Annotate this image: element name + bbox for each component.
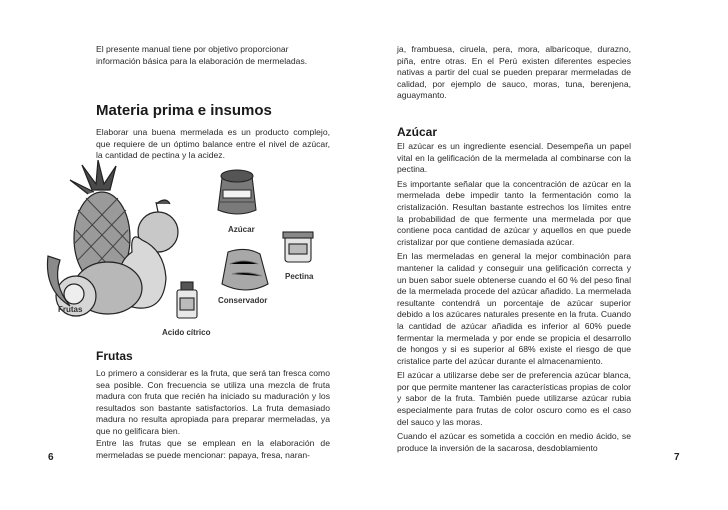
- fruit-basket-icon: [47, 160, 178, 316]
- section-title-materia-prima: Materia prima e insumos: [96, 102, 272, 119]
- label-pectina: Pectina: [285, 272, 314, 281]
- page-number-right: 7: [674, 452, 680, 463]
- label-acido-citrico: Acido cítrico: [162, 328, 211, 337]
- intro-paragraph: El presente manual tiene por objetivo proporcionar información básica para la elaboración de mermeladas.: [96, 44, 308, 66]
- azucar-paragraph-2: Es importante señalar que la concentración de azúcar en la mermelada debe impedir tanto la fermentación como la cristalización. Resultan bastante estrechos los límites entre la probabilidad de que fermente una mermelada por que contiene poca cantidad de azúcar y aquellos en que puede cristalizar por que contiene demasiada azúcar.: [397, 178, 631, 247]
- azucar-paragraph-5: Cuando el azúcar es sometida a cocción en medio ácido, se produce la inversión de la sacarosa, desdoblamiento: [397, 431, 631, 453]
- right-page: [364, 0, 728, 510]
- page-number-left: 6: [48, 452, 54, 463]
- acido-bottle-icon: [177, 282, 197, 318]
- azucar-paragraph-4: El azúcar a utilizarse debe ser de preferencia azúcar blanca, por que permite mantener las características propias de color y sabor de la fruta. También puede utilizarse azúcar rubia especialmente para frutas de color oscuro como es el caso del sauco y las moras.: [397, 370, 631, 427]
- frutas-paragraph-2: Entre las frutas que se emplean en la elaboración de mermeladas se puede mencionar: papaya, fresa, naran-: [96, 438, 330, 460]
- materia-prima-paragraph: Elaborar una buena mermelada es un producto complejo, que requiere de un óptimo balance entre el nivel de azúcar, la cantidad de pectina y la acidez.: [96, 127, 330, 161]
- sugar-sack-icon: [218, 170, 256, 214]
- conservador-bag-icon: [222, 249, 268, 290]
- section-title-azucar: Azúcar: [397, 125, 438, 139]
- pectina-jar-icon: [283, 232, 313, 262]
- label-conservador: Conservador: [218, 296, 268, 305]
- azucar-paragraph-1: El azúcar es un ingrediente esencial. Desempeña un papel vital en la gelificación de la mermelada al combinarse con la pectina.: [397, 141, 631, 175]
- subsection-title-frutas: Frutas: [96, 349, 133, 363]
- label-frutas: Frutas: [58, 305, 83, 314]
- azucar-text-block: [397, 141, 631, 457]
- right-continuation-paragraph: ja, frambuesa, ciruela, pera, mora, albaricoque, durazno, piña, entre otras. En el Perú existen diferentes especies nativas a partir del cual se pueden preparar mermeladas de calidad, por ejemplo de sauco, moras, tuna, berenjena, aguaymanto.: [397, 44, 631, 101]
- azucar-paragraph-3: En las mermeladas en general la mejor combinación para mantener la calidad y conseguir una gelificación correcta y un buen sabor suele obtenerse cuando el 60 % del peso final de la mermelada procede del azúcar añadido. La mermelada resultante contendrá un porcentaje de azúcar superior debido a los azúcares naturales presente en la fruta. Cuando la cantidad de azúcar añadida es inferior al 60% puede fermentar la mermelada y por ende se propicia el desarrollo de hongos y si es superior al 68% existe el riesgo de que cristalice parte del azúcar durante el almacenamiento.: [397, 251, 631, 366]
- frutas-paragraph-1: Lo primero a considerar es la fruta, que será tan fresca como sea posible. Con frecuencia se utiliza una mezcla de fruta madura con fruta que recién ha iniciado su maduración y los resultados son bastante satisfactorios. La fruta demasiado madura no resulta apropiada para preparar mermeladas, ya que no gelificara bien.: [96, 368, 330, 436]
- label-azucar: Azúcar: [228, 225, 255, 234]
